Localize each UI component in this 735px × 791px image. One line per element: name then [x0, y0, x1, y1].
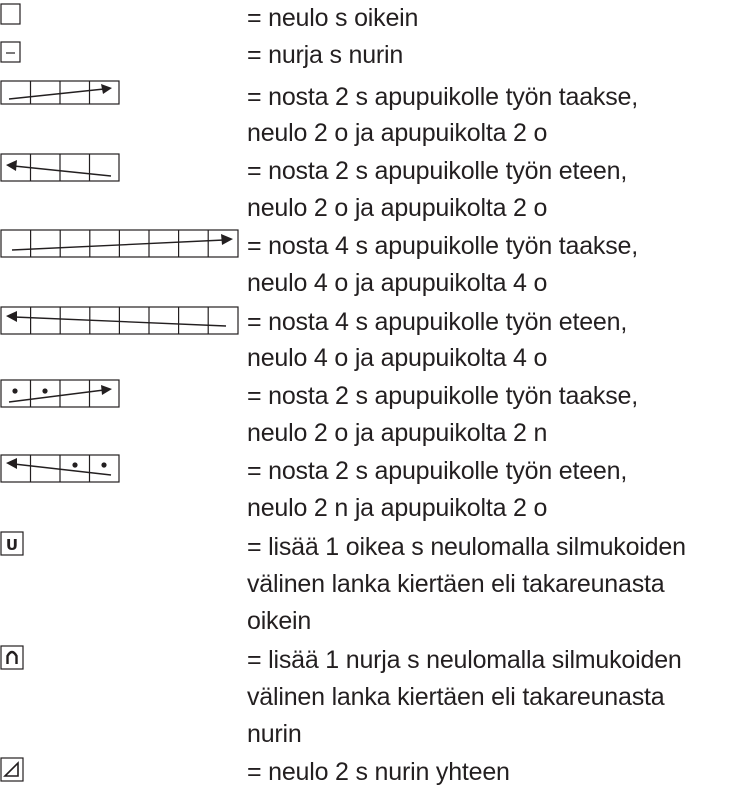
legend-text-cable-2-front-purl-2: neulo 2 n ja apupuikolta 2 o	[247, 494, 548, 522]
legend-text-cable-4-back-1: = nosta 4 s apupuikolle työn taakse,	[247, 232, 638, 260]
legend-text-cable-2-back-1: = nosta 2 s apupuikolle työn taakse,	[247, 83, 638, 111]
legend-text-increase-knit-2: välinen lanka kiertäen eli takareunasta	[247, 570, 665, 598]
legend-text-cable-2-back-2: neulo 2 o ja apupuikolta 2 o	[247, 119, 548, 147]
legend-symbols	[0, 0, 240, 791]
cable-2-front-purl-icon	[1, 455, 119, 482]
cable-4-front-icon	[1, 307, 238, 334]
cable-4-back-icon	[1, 230, 238, 257]
cable-2-back-purl-icon	[1, 380, 119, 407]
legend-text-increase-purl-1: = lisää 1 nurja s neulomalla silmukoiden	[247, 646, 682, 674]
legend-text-cable-4-front-1: = nosta 4 s apupuikolle työn eteen,	[247, 308, 628, 336]
legend-text-cable-2-back-purl-2: neulo 2 o ja apupuikolta 2 n	[247, 419, 548, 447]
legend-text-p2tog: = neulo 2 s nurin yhteen	[247, 758, 510, 786]
legend-text-cable-2-front-1: = nosta 2 s apupuikolle työn eteen,	[247, 157, 628, 185]
legend-text-increase-purl-2: välinen lanka kiertäen eli takareunasta	[247, 683, 665, 711]
legend-text-cable-2-front-2: neulo 2 o ja apupuikolta 2 o	[247, 194, 548, 222]
increase-purl-icon	[1, 646, 23, 669]
legend-text-purl: = nurja s nurin	[247, 41, 404, 69]
increase-knit-glyph: U	[5, 536, 19, 554]
legend-text-cable-2-back-purl-1: = nosta 2 s apupuikolle työn taakse,	[247, 382, 638, 410]
legend-text-increase-purl-3: nurin	[247, 720, 302, 748]
cable-2-back-icon	[1, 81, 119, 104]
legend-text-cable-4-front-2: neulo 4 o ja apupuikolta 4 o	[247, 344, 548, 372]
cable-2-front-icon	[1, 154, 119, 181]
p2tog-icon	[1, 758, 23, 781]
legend-text-cable-4-back-2: neulo 4 o ja apupuikolta 4 o	[247, 269, 548, 297]
purl-square-icon	[1, 42, 20, 62]
knit-square-icon	[1, 4, 20, 24]
legend-text-cable-2-front-purl-1: = nosta 2 s apupuikolle työn eteen,	[247, 457, 628, 485]
legend-text-increase-knit-1: = lisää 1 oikea s neulomalla silmukoiden	[247, 533, 686, 561]
increase-knit-icon	[1, 532, 23, 555]
legend-text-increase-knit-3: oikein	[247, 607, 312, 635]
legend-text-knit: = neulo s oikein	[247, 4, 419, 32]
